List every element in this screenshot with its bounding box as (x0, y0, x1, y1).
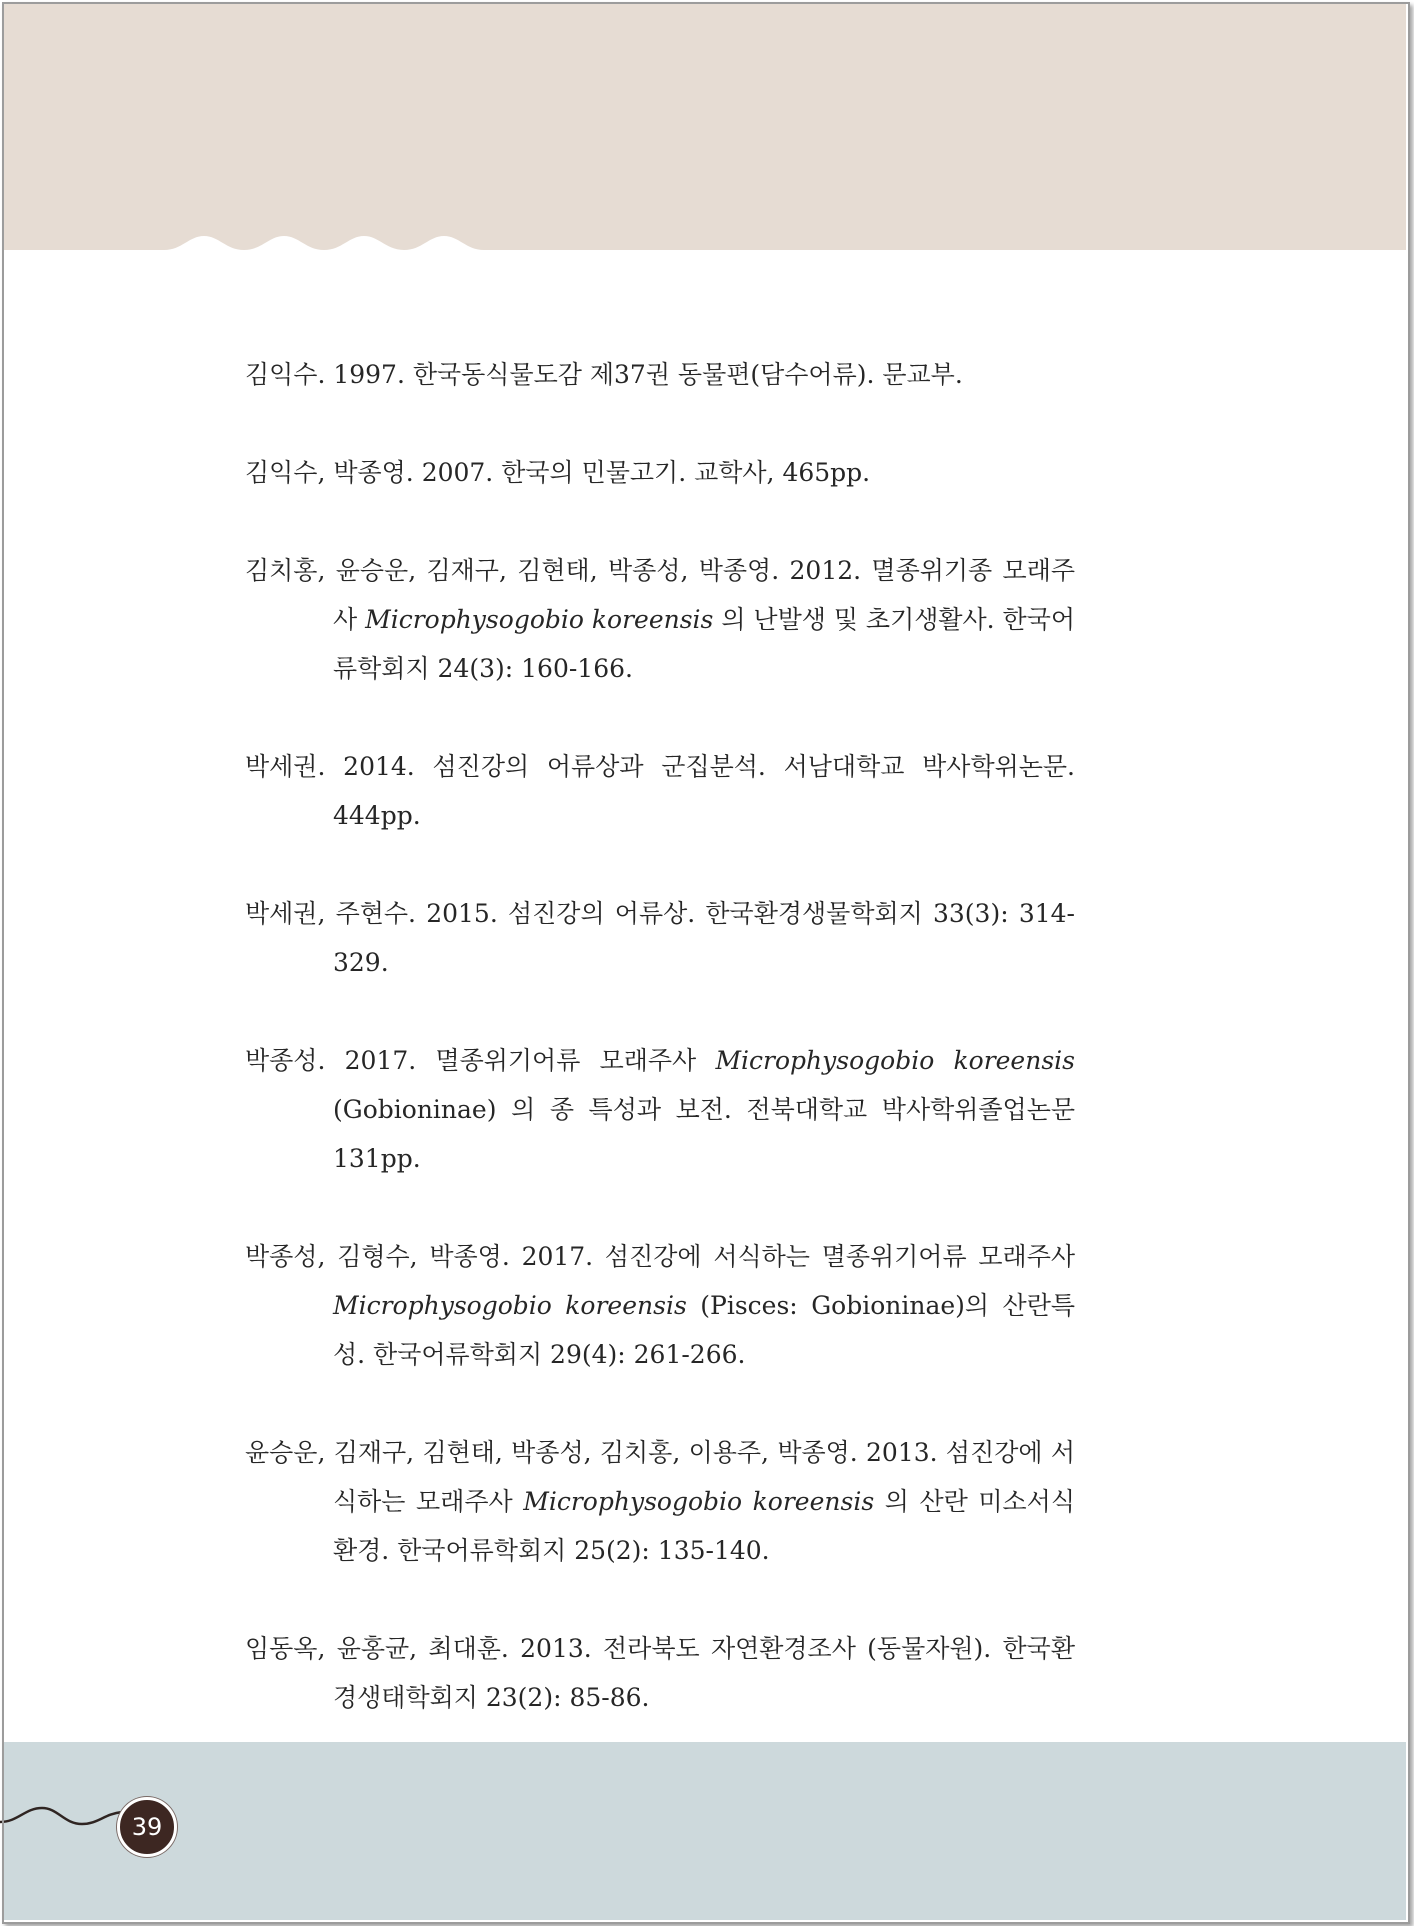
reference-text: 김익수. 1997. 한국동식물도감 제37권 동물편(담수어류). 문교부. (245, 360, 963, 389)
reference-entry (245, 1232, 1075, 1379)
reference-text: 박종성. 2017. 멸종위기어류 모래주사 (245, 1046, 716, 1075)
reference-text: 임동옥, 윤홍균, 최대훈. 2013. 전라북도 자연환경조사 (동물자원). 한국환경생태학회지 23(2): 85-86. (245, 1634, 1075, 1712)
reference-entry (245, 546, 1075, 693)
top-decorative-band (4, 4, 1406, 250)
reference-text: (Pisces: Gobioninae)의 산란특성. 한국어류학회지 29(4): 261-266. (333, 1291, 1075, 1369)
reference-text: 윤승운, 김재구, 김현태, 박종성, 김치홍, 이용주, 박종영. 2013. 섬진강에 서식하는 모래주사 (245, 1438, 1075, 1516)
reference-entry (245, 1428, 1075, 1575)
reference-text: 의 산란 미소서식환경. 한국어류학회지 25(2): 135-140. (333, 1487, 1075, 1565)
reference-text: 박종성, 김형수, 박종영. 2017. 섬진강에 서식하는 멸종위기어류 모래주사 (245, 1242, 1075, 1271)
reference-list (245, 350, 1075, 1771)
species-name: Microphysogobio koreensis (715, 1046, 1075, 1075)
species-name: Microphysogobio koreensis (523, 1487, 875, 1516)
species-name: Microphysogobio koreensis (333, 1291, 687, 1320)
reference-text: 김익수, 박종영. 2007. 한국의 민물고기. 교학사, 465pp. (245, 458, 871, 487)
reference-entry (245, 742, 1075, 840)
bottom-wave-line (0, 1790, 130, 1836)
reference-text: 의 난발생 및 초기생활사. 한국어류학회지 24(3): 160-166. (333, 605, 1076, 683)
reference-text: 박세권, 주현수. 2015. 섬진강의 어류상. 한국환경생물학회지 33(3): 314-329. (245, 899, 1075, 977)
reference-text: 김치홍, 윤승운, 김재구, 김현태, 박종성, 박종영. 2012. 멸종위기종 모래주사 (245, 556, 1075, 634)
top-wave-shape (4, 4, 1406, 250)
species-name: Microphysogobio koreensis (365, 605, 714, 634)
reference-entry (245, 1624, 1075, 1722)
reference-entry (245, 889, 1075, 987)
page-number-badge: 39 (117, 1797, 177, 1857)
reference-entry (245, 448, 1075, 497)
reference-entry (245, 350, 1075, 399)
reference-text: 박세권. 2014. 섬진강의 어류상과 군집분석. 서남대학교 박사학위논문. 444pp. (245, 752, 1075, 830)
reference-entry (245, 1036, 1075, 1183)
reference-text: (Gobioninae) 의 종 특성과 보전. 전북대학교 박사학위졸업논문 131pp. (333, 1095, 1075, 1173)
